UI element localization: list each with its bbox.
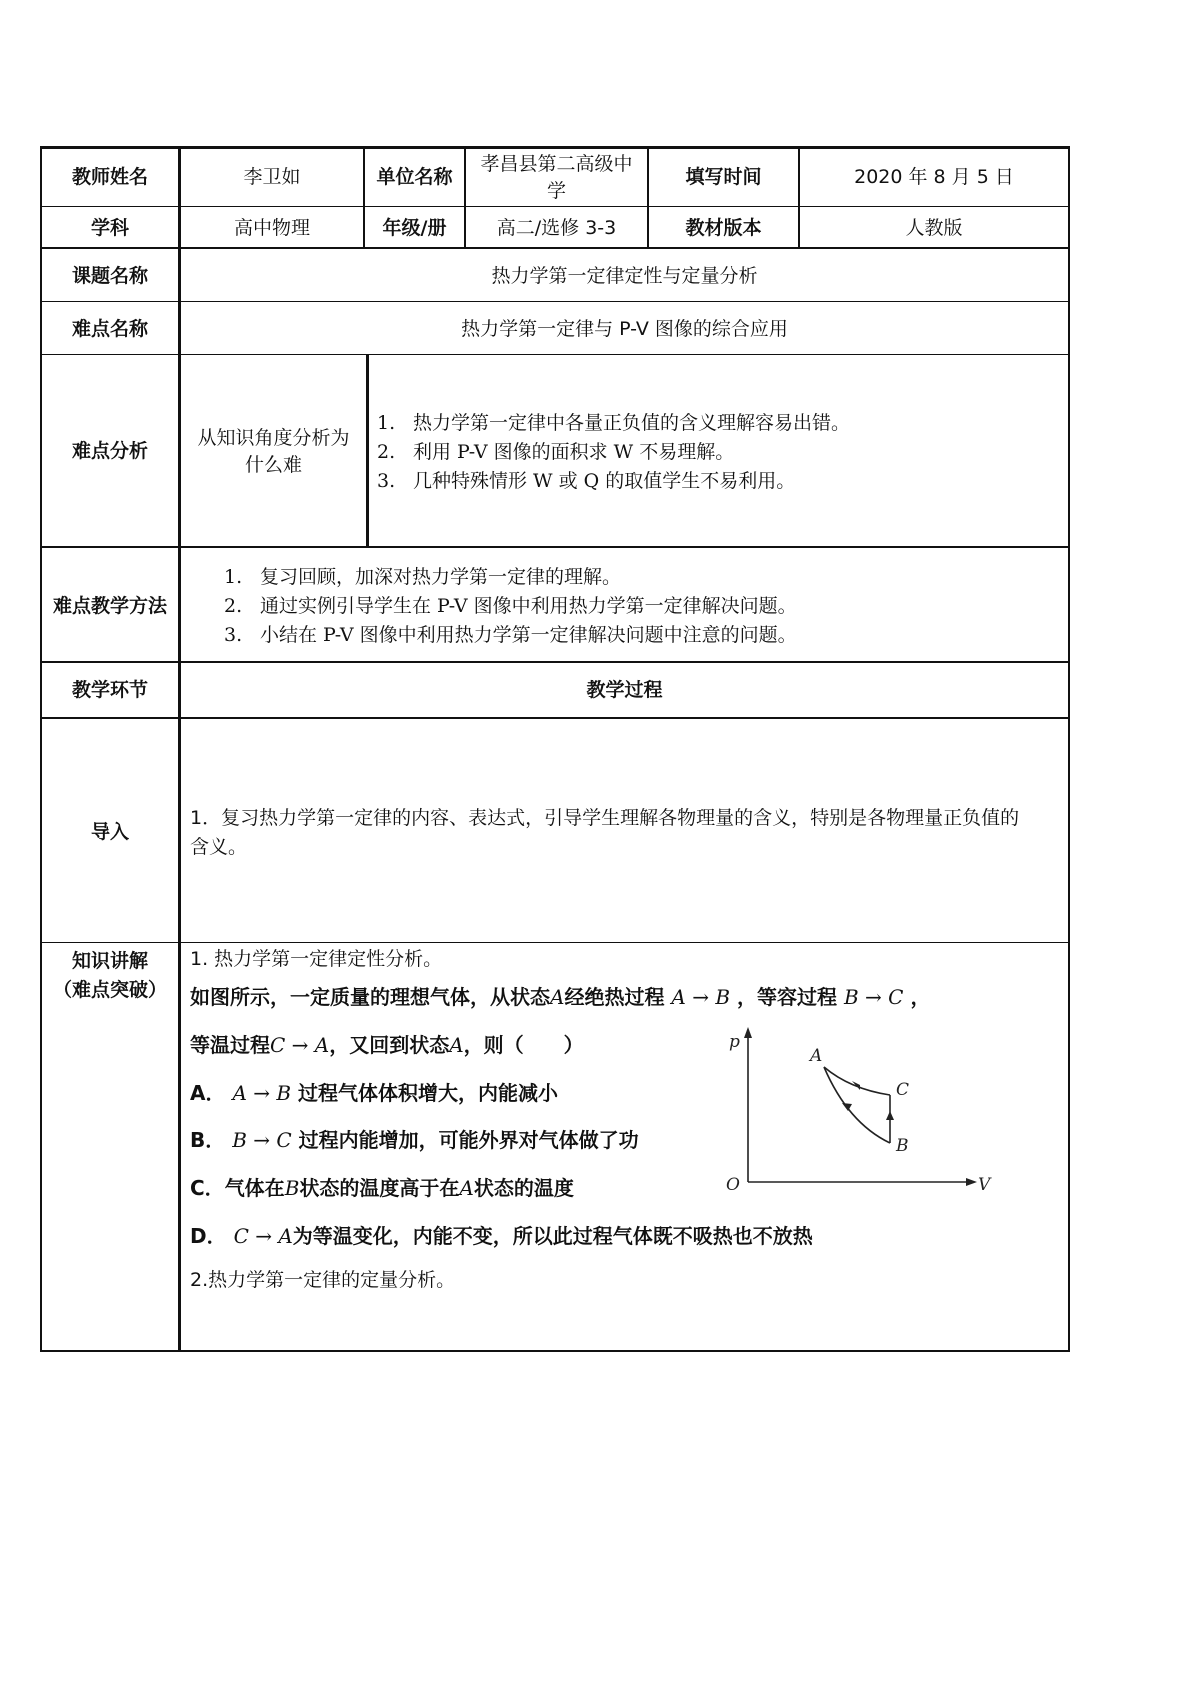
analysis-item-num: 1.: [377, 412, 396, 434]
v-axis-arrow: [966, 1178, 977, 1186]
row-line-5: [40, 546, 1070, 548]
axis-v-label: V: [978, 1175, 991, 1195]
analysis-item-text: 利用 P-V 图像的面积求 W 不易理解。: [413, 441, 735, 463]
methods-item: [224, 621, 797, 649]
grade-value: 高二/选修 3-3: [496, 217, 617, 239]
option-c: [190, 1173, 574, 1203]
question-line-2: [190, 1030, 584, 1060]
option-b: [190, 1125, 639, 1155]
grade-label: 年级/册: [382, 217, 447, 239]
process-value: 教学过程: [586, 679, 663, 701]
question-text: 等温过程: [190, 1033, 270, 1057]
table-border-top: [40, 146, 1070, 149]
question-text: ，: [910, 985, 931, 1009]
table-border-right: [1068, 146, 1070, 1352]
option-c-text: 状态的温度: [473, 1176, 574, 1200]
option-c-label: C．: [190, 1176, 225, 1200]
row-line-3: [40, 301, 1070, 302]
option-c-text: 气体在: [224, 1176, 285, 1200]
teacher-label: 教师姓名: [71, 166, 148, 188]
option-d: [190, 1221, 813, 1251]
process-ca: C → A: [270, 1033, 330, 1057]
arrow-ab: [842, 1103, 852, 1111]
option-d-label: D．: [190, 1224, 227, 1248]
option-c-var-a: A: [459, 1176, 474, 1200]
process-bc: B → C: [843, 985, 904, 1009]
row-line-1: [40, 206, 1070, 207]
point-a-label: A: [810, 1046, 823, 1066]
methods-item: [224, 563, 621, 591]
question-text: ，则（ ）: [463, 1033, 584, 1057]
methods-item: [224, 592, 797, 620]
edition-value: 人教版: [905, 217, 963, 239]
axis-p-label: p: [729, 1032, 740, 1052]
origin-label: O: [726, 1175, 740, 1195]
analysis-item: [377, 409, 850, 437]
option-a-process: A → B: [232, 1081, 292, 1105]
analysis-item-num: 3.: [377, 470, 396, 492]
analysis-sub-divider: [366, 354, 369, 547]
pv-diagram: [720, 1025, 1000, 1200]
point-c-label: C: [896, 1080, 910, 1100]
unit-value-line1: 孝昌县第二高级中: [480, 153, 633, 175]
process-label: 教学环节: [71, 679, 148, 701]
subject-value: 高中物理: [233, 217, 310, 239]
methods-label: 难点教学方法: [52, 595, 167, 617]
row-line-2: [40, 247, 1070, 249]
option-b-label: B．: [190, 1128, 226, 1152]
question-text: ，又回到状态: [329, 1033, 450, 1057]
process-curve-ab: [824, 1067, 890, 1143]
question-text: 如图所示，一定质量的理想气体，从状态: [190, 985, 550, 1009]
difficulty-value: 热力学第一定律与 P-V 图像的综合应用: [461, 318, 788, 340]
methods-item-text: 复习回顾，加深对热力学第一定律的理解。: [260, 566, 622, 588]
analysis-item: [377, 467, 795, 495]
analysis-sublabel-line2: 什么难: [244, 454, 302, 476]
unit-label: 单位名称: [376, 166, 453, 188]
date-label: 填写时间: [685, 166, 762, 188]
option-d-process: C → A: [233, 1224, 293, 1248]
teacher-value: 李卫如: [243, 166, 301, 188]
row-line-8: [40, 942, 1070, 943]
analysis-item-text: 几种特殊情形 W 或 Q 的取值学生不易利用。: [413, 470, 796, 492]
date-value: 2020 年 8 月 5 日: [854, 166, 1014, 188]
analysis-sublabel-line1: 从知识角度分析为: [197, 427, 350, 449]
analysis-item-text: 热力学第一定律中各量正负值的含义理解容易出错。: [413, 412, 851, 434]
option-d-text: 为等温变化，内能不变，所以此过程气体既不吸热也不放热: [292, 1224, 813, 1248]
intro-line1: 1．复习热力学第一定律的内容、表达式，引导学生理解各物理量的含义，特别是各物理量正负值的: [190, 807, 1020, 829]
knowledge-heading-2: 2.热力学第一定律的定量分析。: [190, 1269, 456, 1291]
option-a-text: 过程气体体积增大，内能减小: [298, 1081, 559, 1105]
p-axis-arrow: [744, 1027, 752, 1038]
option-c-var-b: B: [284, 1176, 300, 1200]
arrow-bc: [886, 1111, 894, 1120]
analysis-item: [377, 438, 734, 466]
question-line-1: [190, 982, 930, 1012]
option-a-label: A．: [190, 1081, 226, 1105]
methods-item-num: 2.: [224, 595, 243, 617]
option-a: [190, 1078, 558, 1108]
methods-item-num: 3.: [224, 624, 243, 646]
methods-item-text: 通过实例引导学生在 P-V 图像中利用热力学第一定律解决问题。: [260, 595, 797, 617]
intro-label: 导入: [90, 821, 129, 843]
topic-value: 热力学第一定律定性与定量分析: [491, 265, 758, 287]
row-line-6: [40, 661, 1070, 663]
option-c-text: 状态的温度高于在: [299, 1176, 460, 1200]
row-line-7: [40, 717, 1070, 719]
option-b-process: B → C: [232, 1128, 292, 1152]
process-ab: A → B: [671, 985, 731, 1009]
row-line-4: [40, 354, 1070, 355]
knowledge-heading-1: 1. 热力学第一定律定性分析。: [190, 948, 443, 970]
knowledge-label-line2: （难点突破）: [52, 979, 167, 1001]
analysis-label: 难点分析: [71, 440, 148, 462]
methods-item-num: 1.: [224, 566, 243, 588]
edition-label: 教材版本: [685, 217, 762, 239]
state-a-var: A: [550, 985, 565, 1009]
state-a-var: A: [449, 1033, 464, 1057]
topic-label: 课题名称: [71, 265, 148, 287]
unit-value-line2: 学: [546, 180, 566, 202]
point-b-label: B: [896, 1136, 909, 1156]
question-text: ，等容过程: [737, 985, 838, 1009]
analysis-item-num: 2.: [377, 441, 396, 463]
process-curve-ca: [824, 1067, 890, 1095]
knowledge-label-line1: 知识讲解: [71, 950, 148, 972]
intro-line2: 含义。: [190, 836, 248, 858]
subject-label: 学科: [90, 217, 129, 239]
question-text: 经绝热过程: [564, 985, 665, 1009]
difficulty-label: 难点名称: [71, 318, 148, 340]
methods-item-text: 小结在 P-V 图像中利用热力学第一定律解决问题中注意的问题。: [260, 624, 797, 646]
option-b-text: 过程内能增加，可能外界对气体做了功: [298, 1128, 639, 1152]
table-border-bottom: [40, 1350, 1070, 1352]
